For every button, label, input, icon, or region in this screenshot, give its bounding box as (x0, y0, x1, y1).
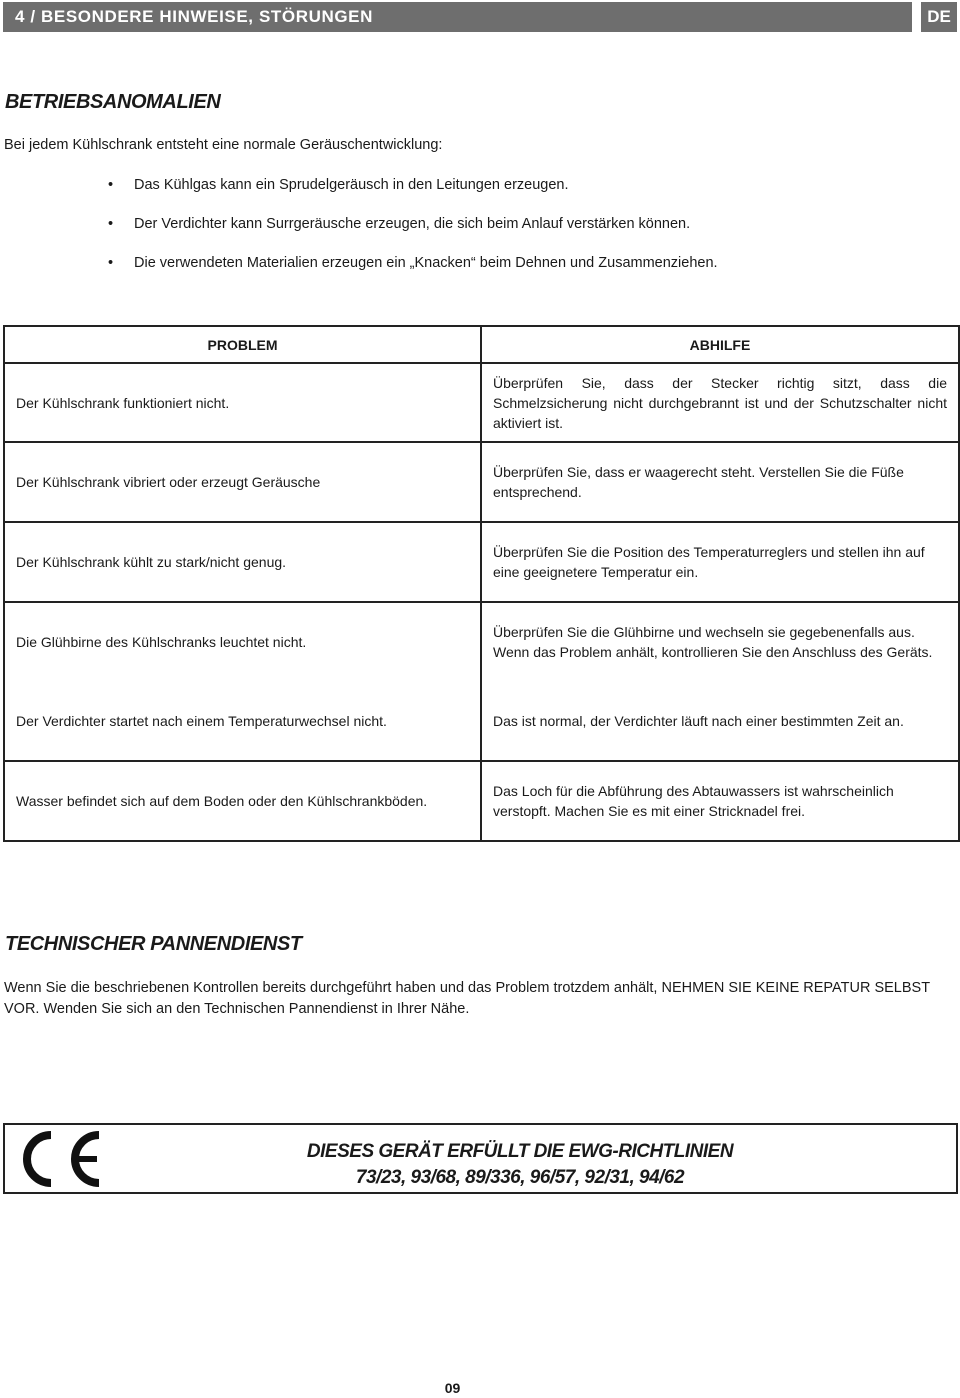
problem-cell: Wasser befindet sich auf dem Boden oder den Kühlschrankböden. (4, 761, 481, 841)
conformity-box (3, 1123, 958, 1194)
table-row (4, 442, 959, 522)
page-header-title: 4 / BESONDERE HINWEISE, STÖRUNGEN (15, 7, 373, 26)
problem-cell: Der Kühlschrank vibriert oder erzeugt Geräusche (4, 442, 481, 522)
table-header-row (4, 326, 959, 363)
column-header-problem: PROBLEM (4, 326, 481, 363)
remedy-cell: Das Loch für die Abführung des Abtauwassers ist wahrscheinlich verstopft. Machen Sie es mit einer Stricknadel frei. (481, 761, 959, 841)
list-item (108, 175, 718, 214)
directive-numbers: 73/23, 93/68, 89/336, 96/57, 92/31, 94/62 (355, 1167, 685, 1188)
list-item-text: Die verwendeten Materialien erzeugen ein „Knacken“ beim Dehnen und Zusammenziehen. (134, 255, 718, 271)
bullet-icon: • (108, 255, 114, 271)
table-row (4, 522, 959, 602)
bullet-icon: • (108, 216, 114, 232)
remedy-cell: Überprüfen Sie, dass er waagerecht steht. Verstellen Sie die Füße entsprechend. (481, 442, 959, 522)
language-badge: DE (921, 2, 957, 32)
remedy-cell: Überprüfen Sie, dass der Stecker richtig sitzt, dass die Schmelzsicherung nicht durchgebrannt ist und der Schutzschalter nicht aktiviert ist. (481, 363, 959, 442)
problem-cell: Der Kühlschrank funktioniert nicht. (4, 363, 481, 442)
problem-cell: Der Verdichter startet nach einem Temperaturwechsel nicht. (4, 681, 481, 761)
list-item (108, 214, 718, 253)
remedy-cell: Das ist normal, der Verdichter läuft nach einer bestimmten Zeit an. (481, 681, 959, 761)
conformity-statement: DIESES GERÄT ERFÜLLT DIE EWG-RICHTLINIEN (306, 1141, 734, 1162)
troubleshooting-table (3, 325, 960, 842)
problem-cell: Der Kühlschrank kühlt zu stark/nicht genug. (4, 522, 481, 602)
column-header-remedy: ABHILFE (481, 326, 959, 363)
remedy-cell: Überprüfen Sie die Glühbirne und wechseln sie gegebenenfalls aus. Wenn das Problem anhält, kontrollieren Sie den Anschluss des Geräts. (481, 602, 959, 681)
list-item-text: Der Verdichter kann Surrgeräusche erzeugen, die sich beim Anlauf verstärken können. (134, 216, 691, 232)
table-row (4, 681, 959, 761)
service-heading: TECHNISCHER PANNENDIENST (5, 933, 302, 955)
anomalies-intro: Bei jedem Kühlschrank entsteht eine normale Geräuschentwicklung: (4, 137, 443, 153)
page-number: 09 (444, 1380, 461, 1396)
list-item (108, 253, 718, 292)
ce-mark-icon (11, 1129, 107, 1189)
bullet-icon: • (108, 177, 114, 193)
service-text: Wenn Sie die beschriebenen Kontrollen bereits durchgeführt haben und das Problem trotzdem anhält, NEHMEN SIE KEINE REPATUR SELBST VOR. Wenden Sie sich an den Technischen Pannendienst in Ihrer Nähe. (4, 980, 930, 1017)
remedy-cell: Überprüfen Sie die Position des Temperaturreglers und stellen ihn auf eine geeignetere Temperatur ein. (481, 522, 959, 602)
table-row (4, 363, 959, 442)
table-row (4, 761, 959, 841)
header-bar (3, 2, 912, 32)
list-item-text: Das Kühlgas kann ein Sprudelgeräusch in den Leitungen erzeugen. (134, 177, 569, 193)
problem-cell: Die Glühbirne des Kühlschranks leuchtet nicht. (4, 602, 481, 681)
anomalies-list (108, 175, 718, 292)
table-row (4, 602, 959, 681)
anomalies-heading: BETRIEBSANOMALIEN (5, 91, 221, 113)
